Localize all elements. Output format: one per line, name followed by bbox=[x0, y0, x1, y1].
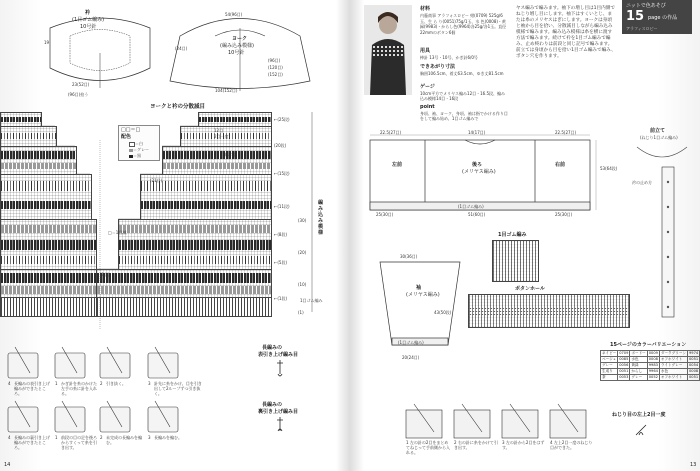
variation-cell: ダークグリーン bbox=[660, 351, 687, 355]
body-dim-5: 25(30目) bbox=[376, 212, 394, 217]
stitch-label-back-2: 裏引き上げ編み目 bbox=[258, 409, 299, 415]
row-num-1: (1) bbox=[298, 310, 304, 315]
variation-cell: 0051 bbox=[689, 375, 699, 379]
materials-text: 内藤商事 アラフォスロピー 紺(0709) 525g/6玉、生 ら り(0051)75g/1玉、水 色(0008)・黄緑(9983)・からし色(9964)各25g/各1玉。直径22mmのボタン6個 bbox=[420, 13, 507, 35]
yoke-dim-r1: (96目) bbox=[268, 58, 281, 63]
decrease-note-5: □＝1目減 bbox=[108, 230, 127, 235]
model-photo bbox=[364, 5, 412, 95]
collar-title: 衿 bbox=[85, 10, 91, 16]
front-band-title: 前立て bbox=[650, 128, 666, 134]
legend-white: ＝白 bbox=[129, 141, 143, 147]
step-3-text: 引き抜く。 bbox=[106, 381, 126, 386]
legend-prefix: □□＝□ bbox=[121, 127, 141, 133]
step-6-text: 前段の目の足を後ろからすくって糸を引き出す。 bbox=[61, 435, 97, 450]
variation-cell: 茶 bbox=[601, 375, 618, 381]
side-label-pattern: 編み込み模様 bbox=[318, 200, 324, 236]
step-7-text: 未完成の長編みを編む。 bbox=[106, 435, 142, 445]
tools-text: 棒針 13号・10号、かぎ針6/0号 bbox=[420, 55, 478, 60]
size-title: できあがり寸法 bbox=[420, 64, 456, 70]
variation-cell: 0051 bbox=[689, 357, 699, 361]
step-5-text: 長編みの裏引き上げ編みができたところ。 bbox=[14, 435, 50, 450]
right-page bbox=[350, 0, 700, 471]
header-sub: アラフィスロピー bbox=[626, 26, 658, 31]
legend-black: ＝黒 bbox=[129, 153, 141, 158]
variation-title: 15ページのカラーバリエーション bbox=[610, 342, 687, 348]
step-1-num: 4 bbox=[8, 381, 11, 386]
twist-step-1: 1 左の針の2目をまとめてねじって手前側から入れる。 bbox=[406, 440, 450, 455]
body-back-sub: (メリヤス編み) bbox=[462, 169, 496, 175]
instructions-text: ヤス編みで編みます。袖下の増し目は1目内側でねじり増し目にします。袖下はすくいとじ、または糸のメリヤスはぎにします。ヨークは身頃と袖から目を拾い、分散減目しながら編み込み模様で編みます。編み込み模様は糸を横に渡す方法で編みます。続けて衿を1目ゴム編みで編み、止め終わりは前段と同じ記号で編みます。前立ては身頃から目を拾い1目ゴム編みで編み、ボタン穴を作ります。 bbox=[516, 6, 616, 59]
size-text: 胸囲106.5cm、着丈63.5cm、ゆき丈81.5cm bbox=[420, 71, 504, 76]
variation-cell: ネイビー bbox=[602, 351, 617, 355]
variation-cell: 水色 bbox=[659, 369, 687, 375]
buttonhole-chart bbox=[468, 294, 630, 328]
step-5-num: 4 bbox=[8, 435, 11, 440]
variation-cell: 0009 bbox=[648, 351, 658, 355]
row-marker-20: (20段) bbox=[274, 143, 287, 148]
yoke-dim-r2: (120目) bbox=[268, 65, 283, 70]
yoke-title: ヨーク bbox=[232, 36, 248, 42]
body-back-label: 後ろ bbox=[472, 162, 483, 168]
side-bracket bbox=[308, 112, 318, 312]
variation-cell: オフホワイト bbox=[659, 357, 687, 363]
row-num-20: (20) bbox=[298, 250, 307, 255]
variation-row bbox=[601, 375, 700, 381]
step-illustrations bbox=[0, 345, 240, 455]
collar-dim-19: 19 bbox=[44, 40, 50, 45]
body-dim-3: 22.5(27目) bbox=[555, 130, 577, 135]
variation-cell: グレー bbox=[601, 363, 618, 369]
twist-step-3: 3 左の針から2目をはずす。 bbox=[502, 440, 545, 450]
decrease-note-3: (12目) bbox=[225, 152, 238, 157]
row-marker-25: ←(25段) bbox=[274, 117, 290, 122]
variation-cell: グレー bbox=[630, 375, 647, 381]
body-dim-1: 22.5(27目) bbox=[380, 130, 402, 135]
variation-cell: 9964 bbox=[648, 369, 658, 373]
variation-cell: 0008 bbox=[648, 357, 658, 361]
pattern-header bbox=[622, 0, 692, 34]
step-2-num: 1 bbox=[55, 381, 58, 386]
stitch-label-front-1: 長編みの bbox=[262, 345, 283, 351]
variation-cell: 0054 bbox=[689, 363, 699, 367]
body-dim-7: 25(30目) bbox=[555, 212, 573, 217]
sleeve-dim-side: 43(50段) bbox=[434, 310, 452, 315]
step-4-text: 針先に糸をかけ、目を引き出して2ループずつ引き抜く。 bbox=[154, 381, 202, 396]
body-dim-6: 51(60目) bbox=[468, 212, 486, 217]
step-6-num: 1 bbox=[55, 435, 58, 440]
step-8-num: 3 bbox=[148, 435, 151, 440]
variation-cell: 0051 bbox=[619, 369, 629, 373]
decrease-guides bbox=[0, 100, 350, 320]
header-label: ニットで色あそび bbox=[626, 3, 666, 9]
step-4-num: 3 bbox=[148, 381, 151, 386]
variation-cell: 0056 bbox=[619, 363, 629, 367]
row-num-10: (10) bbox=[298, 282, 307, 287]
variation-cell: 黄緑 bbox=[630, 363, 647, 369]
row-marker-1: ←(1段) bbox=[274, 296, 288, 301]
step-8-text: 長編みを編む。 bbox=[154, 435, 182, 440]
variation-cell: ベージュ bbox=[602, 357, 617, 361]
collar-pickup: (96目)拾う bbox=[68, 92, 89, 97]
row-marker-11: ←(11段) bbox=[274, 204, 290, 209]
chart-title: ヨークと衿の分散減目 bbox=[150, 104, 206, 110]
variation-cell: 0085 bbox=[619, 357, 629, 361]
decrease-note-2: 2目一度 bbox=[214, 134, 229, 139]
rib-chart bbox=[492, 240, 539, 282]
twist-symbol bbox=[635, 424, 647, 436]
sleeve-dim-top: 30(36目) bbox=[400, 254, 418, 259]
variation-cell: 生成り bbox=[601, 369, 618, 375]
body-dim-2: 14(17目) bbox=[468, 130, 486, 135]
decrease-note-4: (21目) bbox=[150, 178, 163, 183]
yoke-needle: 10号針 bbox=[228, 50, 245, 56]
step-1-text: 長編みの表引き上げ編みができたところ。 bbox=[14, 381, 50, 396]
yoke-dim-bottom: 104(152目) bbox=[215, 88, 238, 93]
legend-title: 配色 bbox=[121, 134, 132, 140]
variation-cell: 0053 bbox=[619, 375, 629, 379]
variation-cell: 9974 bbox=[689, 351, 699, 355]
variation-cell: オフホワイト bbox=[659, 375, 687, 381]
row-marker-8: ←(8段) bbox=[274, 232, 288, 237]
sleeve-sub: (メリヤス編み) bbox=[406, 292, 440, 298]
materials-title: 材料 bbox=[420, 6, 431, 12]
collar-dim-23: 23(52目) bbox=[72, 82, 90, 87]
yoke-dim-left: (24目) bbox=[175, 46, 188, 51]
point-text: 身頃、袖、ヨーク、身頃、袖は指でかける作り目をして編み始め、1目ゴム編みで bbox=[420, 111, 508, 121]
body-right-label: 右前 bbox=[555, 162, 566, 168]
gauge-title: ゲージ bbox=[420, 84, 435, 90]
front-band-illustration bbox=[632, 142, 692, 332]
side-rib-label: 1目ゴム編み bbox=[300, 298, 323, 303]
header-number: 15 bbox=[626, 9, 645, 24]
header-page-ref: page の作品 bbox=[648, 15, 678, 21]
variation-cell: ボードー bbox=[631, 351, 646, 355]
body-rib-label: (1目ゴム編み) bbox=[458, 204, 484, 209]
legend-gray: ＝グレー bbox=[129, 147, 149, 152]
sleeve-dim-bottom: 20(24目) bbox=[402, 355, 420, 360]
collar-subtitle: (1目ゴム編み) bbox=[72, 17, 105, 23]
row-num-30: (30) bbox=[298, 218, 307, 223]
variation-table bbox=[600, 350, 700, 381]
decrease-note-1: 12目 bbox=[214, 128, 224, 133]
variation-cell: 0052 bbox=[648, 375, 658, 379]
rib-chart-title: 1目ゴム編み bbox=[498, 232, 527, 238]
front-band-sub: (ねじり1目ゴム編み) bbox=[640, 135, 678, 140]
variation-cell: 水色 bbox=[630, 357, 647, 363]
body-dim-4: 53(64段) bbox=[600, 166, 618, 171]
sleeve-rib: (1目ゴム編み) bbox=[398, 340, 424, 345]
variation-cell: 9983 bbox=[648, 363, 658, 367]
variation-cell: 0709 bbox=[619, 351, 629, 355]
step-2-text: かぎ針を糸のかけた左手の糸に針を入れる。 bbox=[61, 381, 97, 396]
body-left-label: 左前 bbox=[392, 162, 403, 168]
front-band-note: 衿の止め方 bbox=[632, 180, 652, 185]
stitch-label-back-1: 長編みの bbox=[262, 402, 283, 408]
twist-step-4: 4 左上2目一度のねじり目ができた。 bbox=[550, 440, 593, 450]
variation-cell: 0008 bbox=[689, 369, 699, 373]
row-marker-5: ←(5段) bbox=[274, 260, 288, 265]
yoke-dim-top: 54(96目) bbox=[225, 12, 243, 17]
back-post-symbol bbox=[275, 417, 285, 435]
sleeve-title: 袖 bbox=[416, 285, 422, 291]
variation-cell: からし bbox=[630, 369, 647, 375]
twist-title: ねじり目の左上2目一度 bbox=[612, 412, 666, 418]
right-page-number: 13 bbox=[690, 462, 697, 468]
body-schematic bbox=[370, 132, 610, 232]
yoke-dim-r3: (152目) bbox=[268, 72, 283, 77]
point-title: point bbox=[420, 104, 435, 110]
tools-title: 用具 bbox=[420, 48, 431, 54]
row-marker-15: ←(15段) bbox=[274, 171, 290, 176]
step-3-num: 2 bbox=[100, 381, 103, 386]
twist-step-2: 2 右の針に糸をかけて引き出す。 bbox=[454, 440, 498, 450]
collar-needle: 10号針 bbox=[80, 24, 97, 30]
buttonhole-title: ボタンホール bbox=[515, 286, 545, 292]
step-7-num: 2 bbox=[100, 435, 103, 440]
variation-cell: ライトグレー bbox=[659, 363, 687, 369]
gauge-text: 10cm平方でメリヤス編み12目・16.5段、編み込み模様14目・16段 bbox=[420, 91, 506, 101]
stitch-label-front-2: 表引き上げ編み目 bbox=[258, 352, 299, 358]
yoke-subtitle: (編み込み模様) bbox=[220, 43, 254, 49]
left-page-number: 14 bbox=[4, 462, 11, 468]
decrease-note-6: (3目) bbox=[100, 272, 110, 277]
front-post-symbol bbox=[275, 360, 285, 378]
variation-row bbox=[601, 351, 700, 357]
